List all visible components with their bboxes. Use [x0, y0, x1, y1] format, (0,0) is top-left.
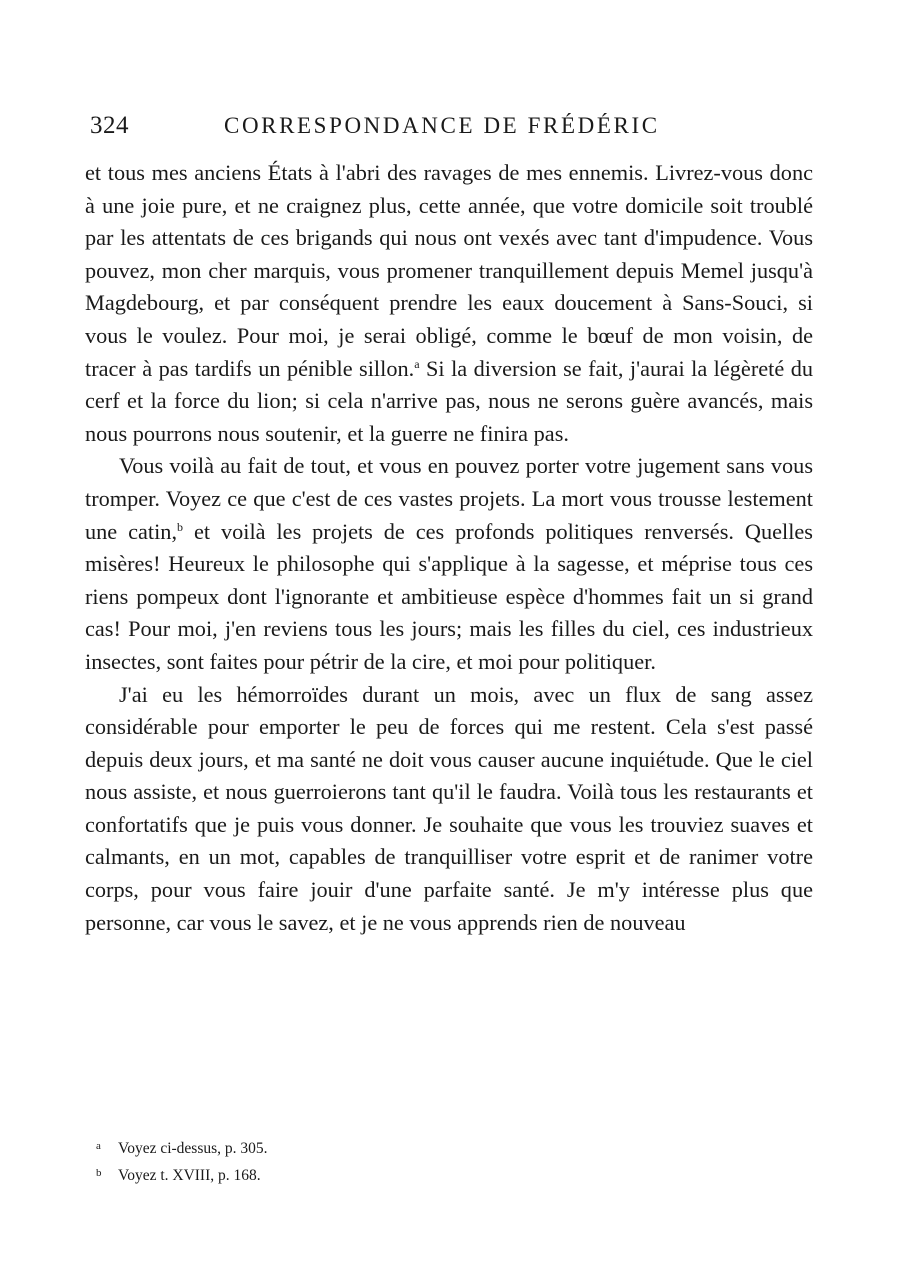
page-header [88, 112, 812, 146]
footnote [96, 1134, 696, 1161]
page-number: 324 [90, 112, 129, 139]
paragraph-text: et voilà les projets de ces profonds politiques renversés. Quelles misères! Heureux le philosophe qui s'applique à la sagesse, et méprise tous ces riens pompeux dont l'ignorante et ambitieuse espèce d'hommes fait un si grand cas! Pour moi, j'en reviens tous les jours; mais les filles du ciel, ces industrieux insectes, sont faites pour pétrir de la cire, et moi pour politiquer. [85, 518, 813, 674]
footnote [96, 1161, 696, 1188]
footnotes [96, 1134, 696, 1188]
paragraph-text: et tous mes anciens États à l'abri des ravages de mes ennemis. Livrez-vous donc à une joie pure, et ne craignez plus, cette année, que votre domicile soit troublé par les attentats de ces brigands qui nous ont vexés avec tant d'impudence. Vous pouvez, mon cher marquis, vous promener tranquillement depuis Memel jusqu'à Magdebourg, et par conséquent prendre les eaux doucement à Sans-Souci, si vous le voulez. Pour moi, je serai obligé, comme le bœuf de mon voisin, de tracer à pas tardifs un pénible sillon. [85, 160, 813, 381]
footnote-mark: b [96, 1167, 102, 1179]
paragraph: J'ai eu les hémorroïdes durant un mois, avec un flux de sang assez considérable pour emporter le peu de forces qui me restent. Cela s'est passé depuis deux jours, et ma santé ne doit vous causer aucune inquiétude. Que le ciel nous assiste, et nous guerroierons tant qu'il le faudra. Voilà tous les restaurants et confortatifs que je puis vous donner. Je souhaite que vous les trouviez suaves et calmants, en un mot, capables de tranquilliser votre esprit et de ranimer votre corps, pour vous faire jouir d'une parfaite santé. Je m'y intéresse plus que personne, car vous le savez, et je ne vous apprends rien de nouveau [85, 681, 813, 935]
footnote-mark: a [96, 1140, 101, 1152]
footnote-text: Voyez t. XVIII, p. 168. [118, 1167, 261, 1184]
footnote-reference-b: b [177, 519, 184, 534]
paragraph-text: Vous voilà au fait de tout, et vous en pouvez porter votre jugement sans vous tromper. Voyez ce que c'est de ces vastes projets. La mort vous trousse lestement une catin, [85, 453, 813, 544]
body-text [85, 157, 813, 939]
paragraph [85, 450, 813, 678]
footnote-reference-a: a [414, 356, 420, 371]
footnote-text: Voyez ci-dessus, p. 305. [118, 1140, 268, 1157]
paragraph [85, 157, 813, 450]
running-title: CORRESPONDANCE DE FRÉDÉRIC [224, 113, 660, 138]
paragraph-text: Si la diversion se fait, j'aurai la légèreté du cerf et la force du lion; si cela n'arrive pas, nous ne serons guère avancés, mais nous pourrons nous soutenir, et la guerre ne finira pas. [85, 355, 813, 446]
